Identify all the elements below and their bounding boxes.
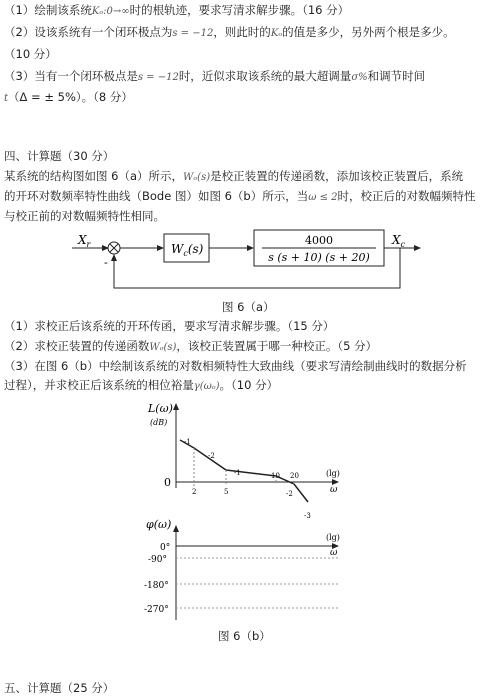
q4-sub2: （2）求校正装置的传递函数Wₒ(s)，该校正装置属于哪一种校正。（5 分） — [4, 339, 378, 353]
slope-label-1: -1 — [184, 438, 191, 446]
phase-tick-90: -90° — [148, 555, 167, 565]
q3-part3: （3）当有一个闭环极点是s = −12时，近似求取该系统的最大超调量σ%和调节时间 — [4, 69, 426, 83]
freq-5: 5 — [224, 488, 229, 496]
bode-plot — [0, 398, 492, 626]
phase-tick-270: -270° — [144, 605, 169, 615]
compensator-label: $W_c(s)$ — [171, 242, 204, 258]
magnitude-axis-label: L(ω) — [148, 402, 173, 415]
phase-zero: 0° — [160, 543, 171, 553]
minus-sign: - — [104, 256, 108, 269]
magnitude-unit: (dB) — [150, 418, 168, 427]
figure-6a-caption: 图 6（a） — [222, 300, 275, 314]
plant-numerator: 4000 — [305, 234, 333, 247]
q4-intro-line3: 与校正前的对数幅频特性相同。 — [4, 209, 165, 223]
q3-part3-cont: t（Δ = ± 5%）。（8 分） — [4, 90, 133, 104]
q4-title: 四、计算题（30 分） — [4, 149, 115, 163]
q3-part2: （2）设该系统有一个闭环极点为s = −12，则此时的Kₒ的值是多少，另外两个根是多少。 — [4, 25, 455, 39]
magnitude-zero: 0 — [164, 476, 171, 489]
input-label: $X_r$ — [78, 233, 91, 249]
phase-tick-180: -180° — [144, 581, 169, 591]
lg-label-top: (lg) — [326, 469, 340, 478]
q5-title: 五、计算题（25 分） — [4, 681, 115, 695]
slope-label-4: -2 — [286, 490, 293, 498]
omega-label-top: ω — [330, 485, 338, 495]
figure-6b-caption: 图 6（b） — [218, 629, 271, 643]
slope-label-3: -1 — [234, 469, 241, 477]
slope-label-5: -3 — [304, 512, 311, 520]
q3-part1: （1）绘制该系统Kₒ:0→∞时的根轨迹，要求写清求解步骤。（16 分） — [4, 3, 350, 17]
slope-label-2: -2 — [208, 452, 215, 460]
phase-axis-label: φ(ω) — [146, 518, 172, 531]
q4-sub3-cont: 过程），并求校正后该系统的相位裕量γ(ωₒ)。（10 分） — [4, 378, 279, 392]
q4-sub1: （1）求校正后该系统的开环传函，要求写清求解步骤。（15 分） — [4, 319, 335, 333]
output-label: $X_c$ — [392, 233, 406, 249]
lg-label-bottom: (lg) — [326, 533, 340, 542]
freq-20: 20 — [290, 472, 299, 480]
q3-part2-score: （10 分） — [4, 47, 57, 61]
freq-2: 2 — [192, 488, 197, 496]
q4-intro-line2: 的开环对数频率特性曲线（Bode 图）如图 6（b）所示，当ω ≤ 2时，校正后的对数幅频特性 — [4, 189, 476, 203]
block-diagram — [0, 226, 492, 298]
q4-intro-line1: 某系统的结构图如图 6（a）所示，Wₒ(s)是校正装置的传递函数，添加该校正装置后，系统 — [4, 169, 464, 183]
freq-10: 10 — [271, 472, 280, 480]
omega-label-bottom: ω — [330, 548, 338, 558]
plant-denominator: s (s + 10) (s + 20) — [268, 251, 370, 264]
q4-sub3: （3）在图 6（b）中绘制该系统的对数相频特性大致曲线（要求写清绘制曲线时的数据分析 — [4, 359, 467, 373]
